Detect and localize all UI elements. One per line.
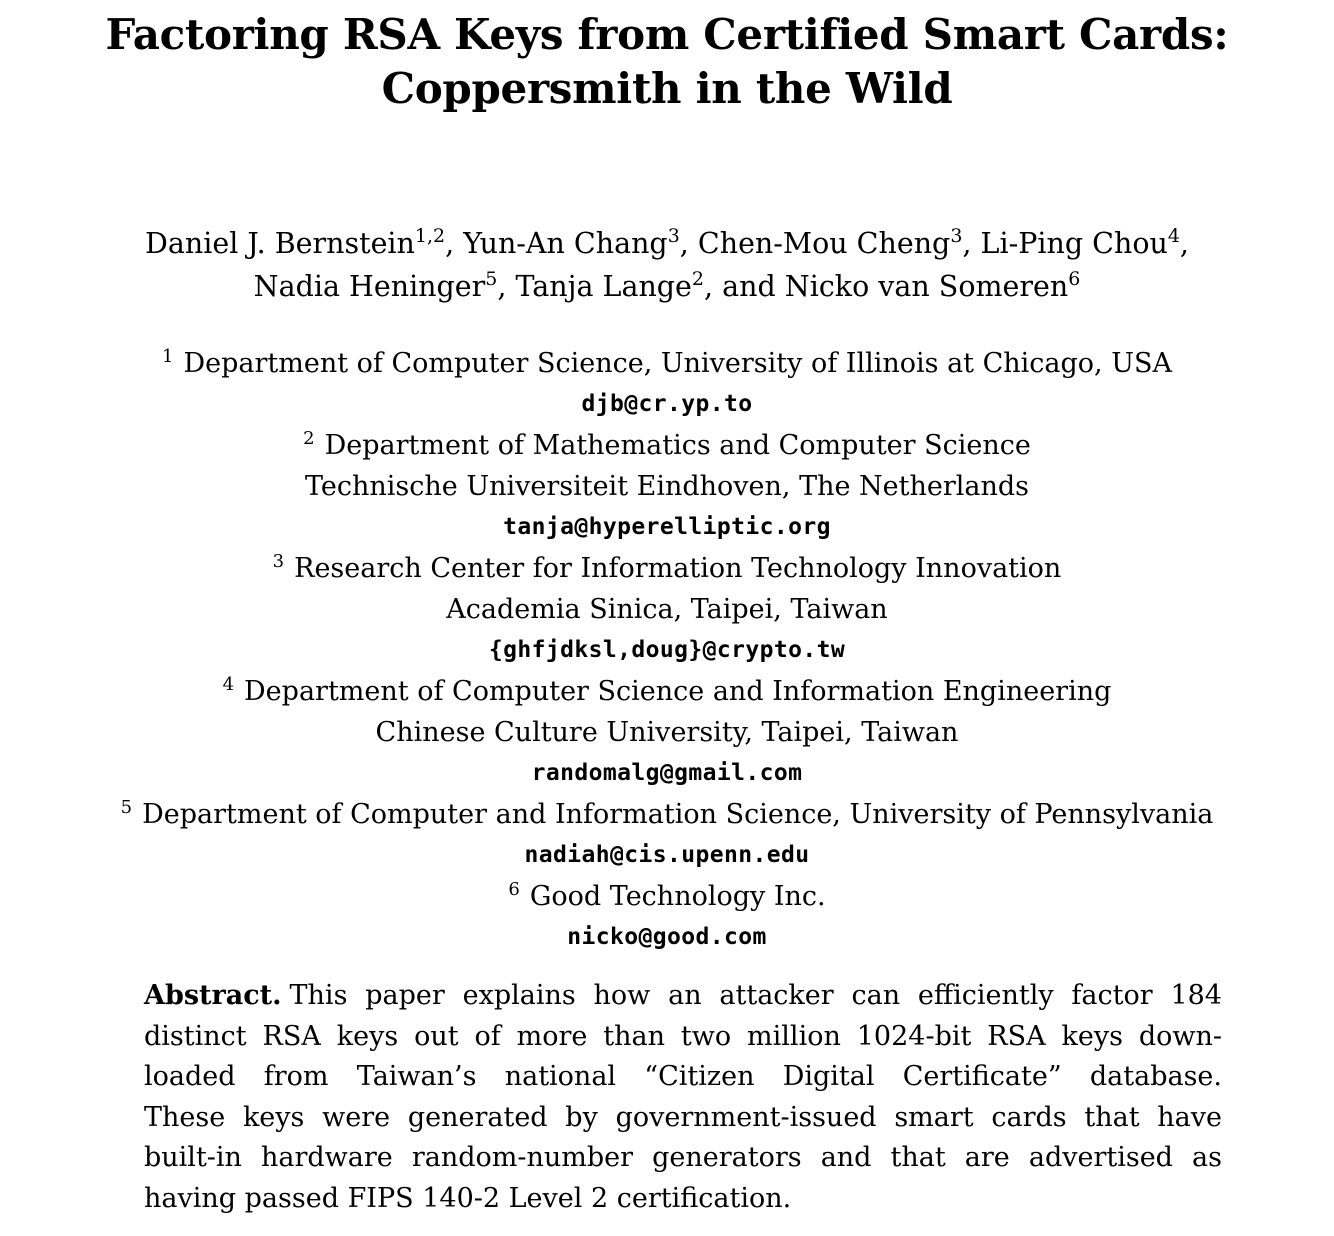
abstract-line: built-in hardware random-number generators and that are advertised as [144,1142,1222,1173]
affiliation-email: {ghfjdksl,doug}@crypto.tw [488,637,846,663]
affiliation-line: Chinese Culture University, Taipei, Taiwan [375,717,959,748]
affiliation-text: Department of Computer and Information Science, University of Pennsylvania [142,799,1214,830]
author-affil-mark: 6 [1068,268,1081,290]
affiliation-number: 1 [162,346,174,367]
author-name: Nicko van Someren [784,270,1069,303]
author-name: Nadia Heninger [253,270,486,303]
affiliation-number: 4 [222,674,235,695]
author-affil-mark: 1,2 [414,225,446,247]
affiliation-email: nadiah@cis.upenn.edu [524,842,810,868]
author-line-2 [0,265,1334,308]
affiliation-email: randomalg@gmail.com [531,760,803,786]
author-separator: , [445,227,464,260]
affiliation-line [0,671,1334,712]
author-name: Tanja Lange [515,270,692,303]
affiliation-line: Technische Universiteit Eindhoven, The Netherlands [304,471,1030,502]
abstract-line [144,976,1222,1017]
author-affil-mark: 5 [485,268,498,290]
affiliation-line [0,876,1334,917]
abstract-label: Abstract. [144,980,282,1011]
title-line-1: Factoring RSA Keys from Certified Smart Cards: [105,10,1229,59]
affiliation-text: Department of Computer Science and Information Engineering [244,676,1112,707]
author-name: Chen-Mou Cheng [697,227,951,260]
affiliation-list [0,343,1334,958]
author-separator: , [679,227,698,260]
affiliation-text: Research Center for Information Technology Innovation [294,553,1062,584]
author-affil-mark: 3 [950,225,963,247]
author-line-1 [0,222,1334,265]
affiliation-email: tanja@hyperelliptic.org [503,514,831,540]
affiliation-line [0,548,1334,589]
author-name: Daniel J. Bernstein [145,227,415,260]
affiliation-line: Academia Sinica, Taipei, Taiwan [446,594,888,625]
author-separator: , [497,270,516,303]
author-affil-mark: 3 [667,225,680,247]
author-separator: , and [704,270,785,303]
author-affil-mark: 2 [691,268,705,290]
affiliation-text: Good Technology Inc. [529,881,826,912]
affiliation-line [0,425,1334,466]
paper-title [0,8,1334,116]
author-name: Yun-An Chang [463,227,668,260]
affiliation-number: 3 [272,551,285,572]
affiliation-email: djb@cr.yp.to [581,391,753,417]
abstract-line: distinct RSA keys out of more than two million 1024-bit RSA keys down- [144,1020,1222,1052]
abstract-line: loaded from Taiwan’s national “Citizen Digital Certificate” database. [144,1061,1222,1092]
affiliation-number: 5 [120,797,133,818]
abstract-text: This paper explains how an attacker can efficiently factor 184 [289,980,1222,1011]
abstract-line: having passed FIPS 140-2 Level 2 certification. [144,1182,792,1214]
affiliation-line [0,343,1334,384]
author-affil-mark: 4 [1167,225,1180,247]
title-line-2: Coppersmith in the Wild [381,64,953,113]
abstract [144,976,1222,1219]
affiliation-line [0,794,1334,835]
affiliation-email: nicko@good.com [567,924,767,950]
abstract-line: These keys were generated by government-issued smart cards that have [144,1101,1222,1133]
affiliation-text: Department of Computer Science, University of Illinois at Chicago, USA [183,348,1172,379]
author-separator: , [1179,227,1189,260]
author-separator: , [962,227,981,260]
affiliation-number: 2 [303,428,315,449]
affiliation-number: 6 [508,879,520,900]
affiliation-text: Department of Mathematics and Computer Science [324,430,1031,461]
author-list [0,222,1334,308]
author-name: Li-Ping Chou [980,227,1168,260]
